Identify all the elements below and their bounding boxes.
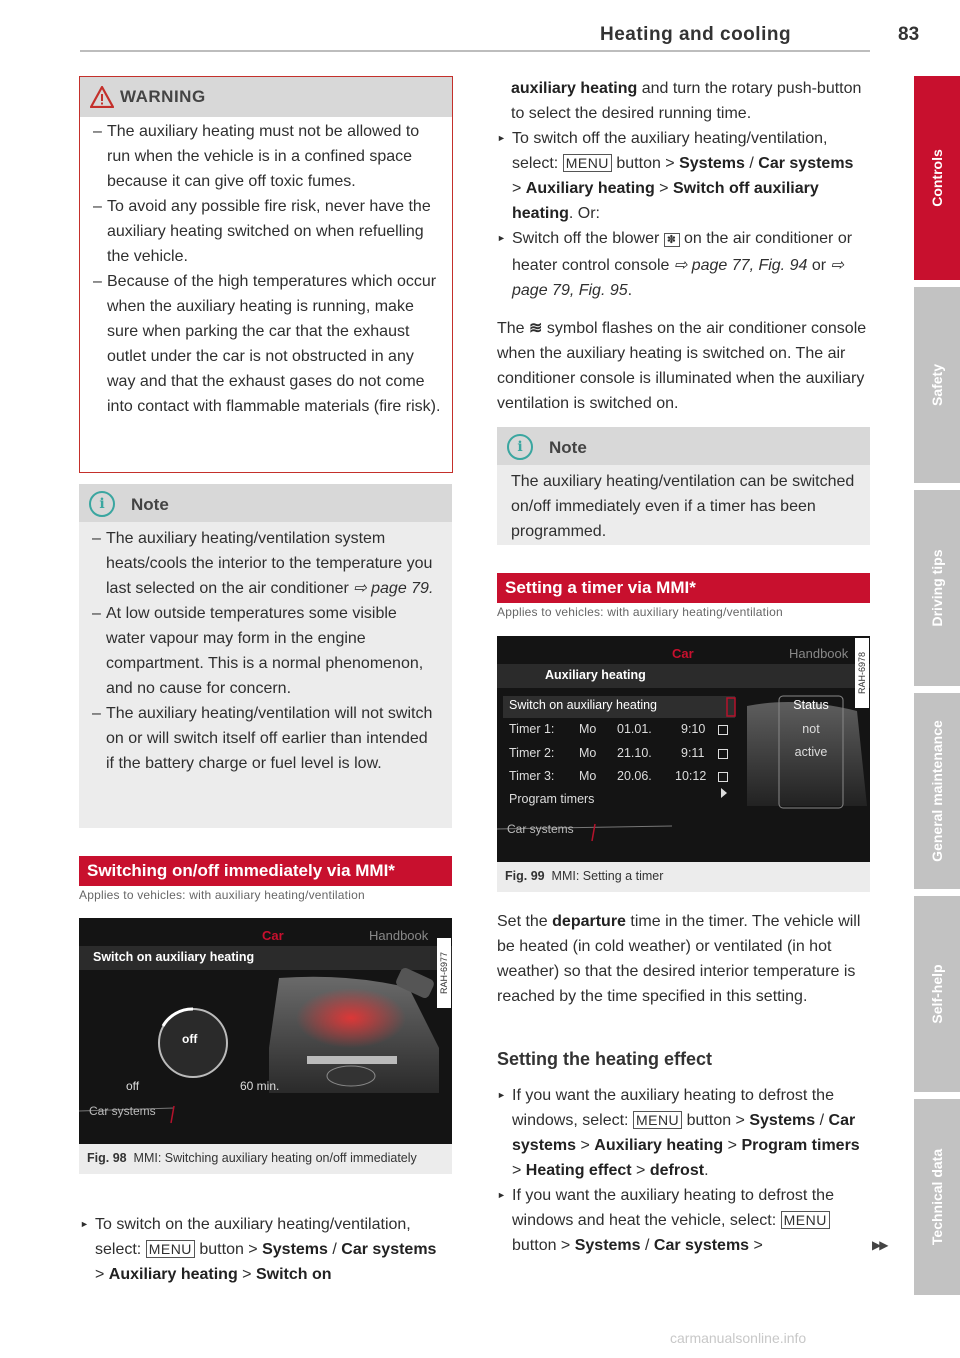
note-text: The auxiliary heating/ventilation can be switched on/off immediately even if a timer has been programmed. [511,473,855,540]
info-icon: i [89,491,115,517]
watermark: carmanualsonline.info [670,1330,807,1346]
page-reference-link[interactable]: ⇨ page 79, Fig. 95 [512,257,844,299]
symbol-paragraph: The ≋ symbol flashes on the air conditioner console when the auxiliary heating is switched on. The air conditioner console is illuminated when the auxiliary ventilation is switched on. [497,320,867,412]
figure-label: Fig. 99 [505,869,545,883]
continue-arrow-icon: ▶▶ [872,1238,887,1252]
figure-label: Fig. 98 [87,1151,127,1165]
timer-row-label: Timer 1: [509,722,555,736]
timer-checkbox [718,749,728,759]
dial-min-label: off [126,1079,140,1093]
tab-controls[interactable]: Controls [914,76,960,280]
applies-to-text: Applies to vehicles: with auxiliary heating/ventilation [497,605,783,619]
note-item: – The auxiliary heating/ventilation will not switch on or will switch itself off earlier than intended if the battery charge or fuel level is low. [79,701,439,776]
note-box [497,427,870,545]
applies-to-text: Applies to vehicles: with auxiliary heating/ventilation [79,888,365,902]
menu-button-label: MENU [781,1211,830,1229]
screen-car-tab: Car [262,928,284,943]
warning-box [79,76,453,473]
switch-on-instructions [80,1212,450,1287]
note-item: – The auxiliary heating/ventilation system heats/cools the interior to the temperature you last selected on the air conditioner ⇨ page 79. [79,526,439,601]
figure-code-strip [855,638,869,708]
timer-row-day: Mo [579,769,597,783]
section-heading: Switching on/off immediately via MMI* [79,856,452,886]
note-title: Note [131,495,169,514]
warning-list [80,119,442,419]
instruction-item: ► If you want the auxiliary heating to defrost the windows, select: MENU button > Systems / Car systems > Auxiliary heating > Program timers > Heating effect > defrost. [497,1083,869,1183]
mmi-screen-figure-98 [79,918,452,1144]
note-box [79,484,452,828]
instruction-item: ► If you want the auxiliary heating to defrost the windows and heat the vehicle, select: MENU button > Systems / Car systems > [497,1183,869,1258]
timer-row-time: 10:12 [675,769,707,783]
tab-safety[interactable]: Safety [914,287,960,483]
info-icon: i [507,434,533,460]
timer-row-time: 9:11 [681,746,705,760]
warning-item: – Because of the high temperatures which occur when the auxiliary heating is running, make sure when parking the car that the exhaust outlet under the car is not obstructed in any way and that the exhaust gases do not come into contact with flammable materials (fire risk). [80,269,442,419]
timer-row-date: 01.01. [617,722,652,736]
page-number: 83 [898,24,920,45]
warning-title: WARNING [120,87,206,106]
menu-button-label: MENU [146,1240,195,1258]
menu-row: Switch on auxiliary heating [509,698,657,712]
figure-code: RAH-6977 [439,951,449,995]
figure-code-strip [437,938,451,1008]
departure-paragraph: Set the departure time in the timer. The vehicle will be heated (in cold weather) or ventilated (in hot weather) so that the desired interior temperature is reached by the time specified in this setting. [497,913,861,1005]
figure-caption [79,1144,452,1174]
screen-footer: Car systems [89,1104,156,1118]
instruction-item: ► Switch off the blower ✽ on the air conditioner or heater control console ⇨ page 77, Fig. 94 or ⇨ page 79, Fig. 95. [497,226,867,303]
timer-row-date: 20.06. [617,769,652,783]
heating-effect-instructions [497,1083,869,1258]
timer-checkbox [718,772,728,782]
warning-header [80,77,452,117]
running-header-title: Heating and cooling [600,24,792,45]
tab-driving-tips[interactable]: Driving tips [914,490,960,686]
menu-row: Program timers [509,792,595,806]
timer-checkbox [718,725,728,735]
screen-menu-title: Switch on auxiliary heating [93,950,255,964]
subsection-heading: Setting the heating effect [497,1049,713,1069]
timer-row-day: Mo [579,746,597,760]
tab-self-help[interactable]: Self-help [914,896,960,1092]
tab-general-maintenance[interactable]: General maintenance [914,693,960,889]
note-header [79,484,452,522]
note-item: – At low outside temperatures some visible water vapour may form in the engine compartment. This is a normal phenomenon, and no cause for concern. [79,601,439,701]
screen-menu-title: Auxiliary heating [545,668,646,682]
auxiliary-heating-symbol-icon: ≋ [529,320,543,337]
menu-button-label: MENU [633,1111,682,1129]
figure-caption-text: MMI: Switching auxiliary heating on/off immediately [133,1151,417,1165]
screen-footer: Car systems [507,822,574,836]
page-reference-link[interactable]: ⇨ page 79. [353,580,434,597]
page-reference-link[interactable]: ⇨ page 77, Fig. 94 [673,257,808,274]
screen-handbook-tab: Handbook [369,928,429,943]
note-title: Note [549,438,587,457]
mmi-screen-figure-99 [497,636,870,862]
status-line: not [802,722,820,736]
section-heading: Setting a timer via MMI* [497,573,870,603]
status-line: active [794,745,828,759]
figure-caption-text: MMI: Setting a timer [551,869,664,883]
screen-car-tab: Car [672,646,694,661]
status-title: Status [793,698,829,712]
figure-code: RAH-6978 [857,651,867,695]
timer-row-day: Mo [579,722,597,736]
warning-item: – To avoid any possible fire risk, never have the auxiliary heating switched on when refuelling the vehicle. [80,194,442,269]
timer-row-time: 9:10 [681,722,706,736]
screen-handbook-tab: Handbook [789,646,849,661]
warning-triangle-icon [90,86,114,108]
timer-row-label: Timer 3: [509,769,555,783]
timer-row-label: Timer 2: [509,746,555,760]
menu-button-label: MENU [563,154,612,172]
warning-item: – The auxiliary heating must not be allowed to run when the vehicle is in a confined space because it can give off toxic fumes. [80,119,442,194]
instruction-item: ► To switch off the auxiliary heating/ventilation, select: MENU button > Systems / Car systems > Auxiliary heating > Switch off auxiliary heating. Or: [497,126,867,226]
instruction-item: ► To switch on the auxiliary heating/ventilation, select: MENU button > Systems / Car systems > Auxiliary heating > Switch on [80,1212,450,1287]
note-list [79,526,439,776]
continued-paragraph: auxiliary heating and turn the rotary push-button to select the desired running time. [511,80,862,122]
timer-row-date: 21.10. [617,746,652,760]
note-header [497,427,870,465]
dial-value: off [182,1032,198,1046]
blower-icon: ✽ [664,233,680,247]
header-rule [80,50,870,52]
dial-max-label: 60 min. [240,1079,280,1093]
tab-technical-data[interactable]: Technical data [914,1099,960,1295]
figure-caption [497,862,870,892]
switch-off-instructions [497,126,867,303]
